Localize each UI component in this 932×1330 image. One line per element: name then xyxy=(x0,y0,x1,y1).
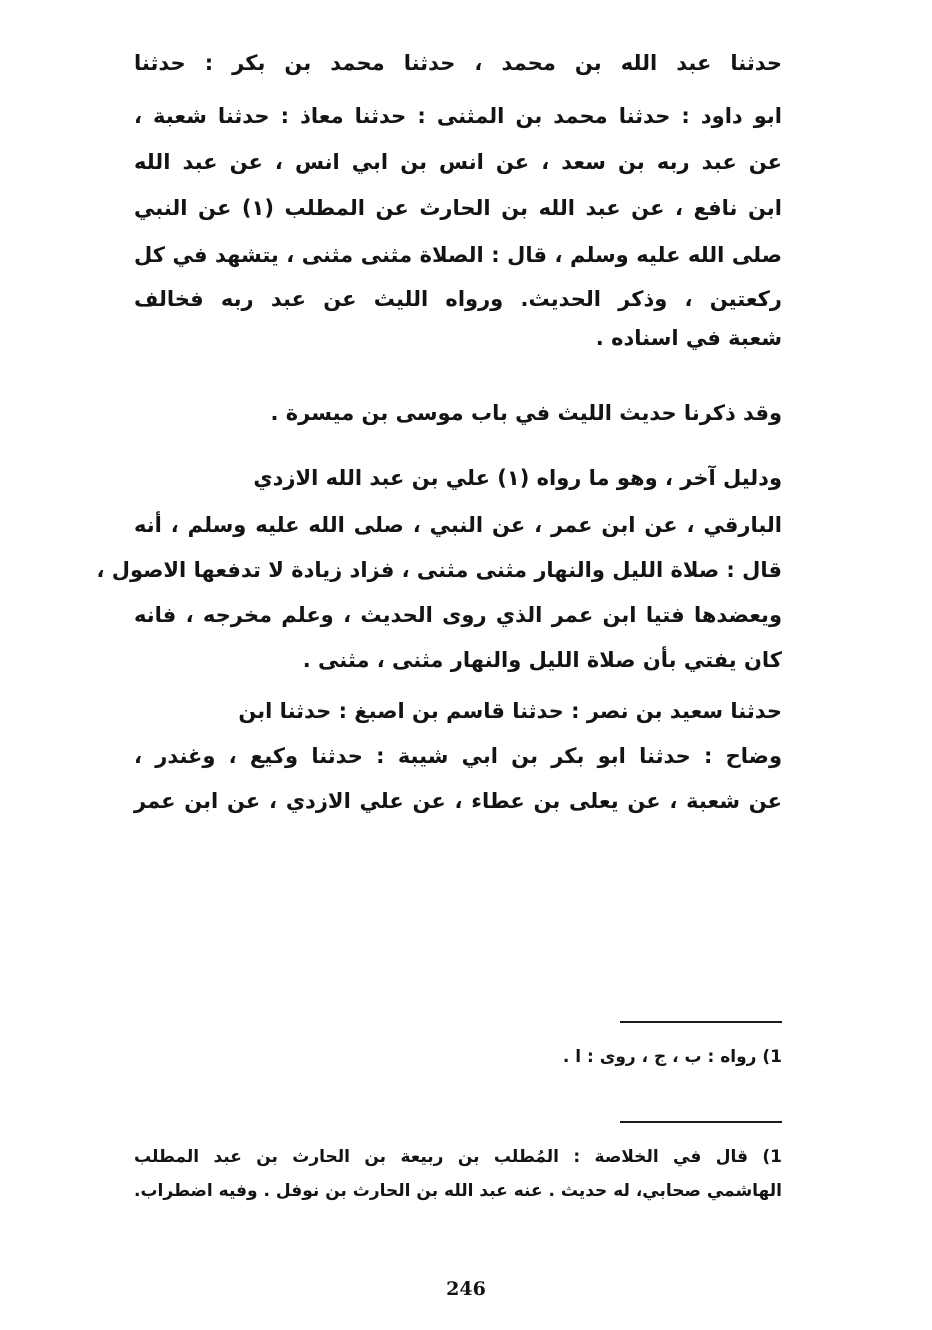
body-line: قال : صلاة الليل والنهار مثنى مثنى ، فزاد زيادة لا تدفعها الاصول ، xyxy=(96,558,782,582)
body-line: عن عبد ربه بن سعد ، عن انس بن ابي انس ، عن عبد الله xyxy=(134,150,782,174)
body-line: كان يفتي بأن صلاة الليل والنهار مثنى ، مثنى . xyxy=(302,648,782,672)
footnote: الهاشمي صحابي، له حديث . عنه عبد الله بن الحارث بن نوفل . وفيه اضطراب. xyxy=(134,1181,782,1201)
footnote: 1) رواه : ب ، ج ، روى : ا . xyxy=(562,1047,782,1067)
body-line: حدثنا سعيد بن نصر : حدثنا قاسم بن اصبغ : حدثنا ابن xyxy=(238,699,782,723)
body-line: صلى الله عليه وسلم ، قال : الصلاة مثنى مثنى ، يتشهد في كل xyxy=(134,243,782,267)
footnote-divider xyxy=(620,1121,782,1123)
footnote: 1) قال في الخلاصة : المُطلب بن ربيعة بن الحارث بن عبد المطلب xyxy=(134,1147,782,1167)
body-line: البارقي ، عن ابن عمر ، عن النبي ، صلى الله عليه وسلم ، أنه xyxy=(134,513,782,537)
footnote-divider xyxy=(620,1021,782,1023)
page-number: 246 xyxy=(446,1278,486,1300)
body-line: شعبة في اسناده . xyxy=(595,326,782,350)
body-line: ودليل آخر ، وهو ما رواه (١) علي بن عبد الله الازدي xyxy=(253,466,782,490)
body-line: وقد ذكرنا حديث الليث في باب موسى بن ميسرة . xyxy=(270,401,782,425)
body-line: وضاح : حدثنا ابو بكر بن ابي شيبة : حدثنا وكيع ، وغندر ، xyxy=(134,744,782,768)
body-line: ويعضدها فتيا ابن عمر الذي روى الحديث ، وعلم مخرجه ، فانه xyxy=(134,603,782,627)
body-line: ابن نافع ، عن عبد الله بن الحارث عن المطلب (١) عن النبي xyxy=(134,196,782,220)
body-line: عن شعبة ، عن يعلى بن عطاء ، عن علي الازدي ، عن ابن عمر xyxy=(134,789,782,813)
body-line: ركعتين ، وذكر الحديث. ورواه الليث عن عبد ربه فخالف xyxy=(134,287,782,311)
body-line: ابو داود : حدثنا محمد بن المثنى : حدثنا معاذ : حدثنا شعبة ، xyxy=(134,104,782,128)
body-line: حدثنا عبد الله بن محمد ، حدثنا محمد بن بكر : حدثنا xyxy=(134,51,782,75)
